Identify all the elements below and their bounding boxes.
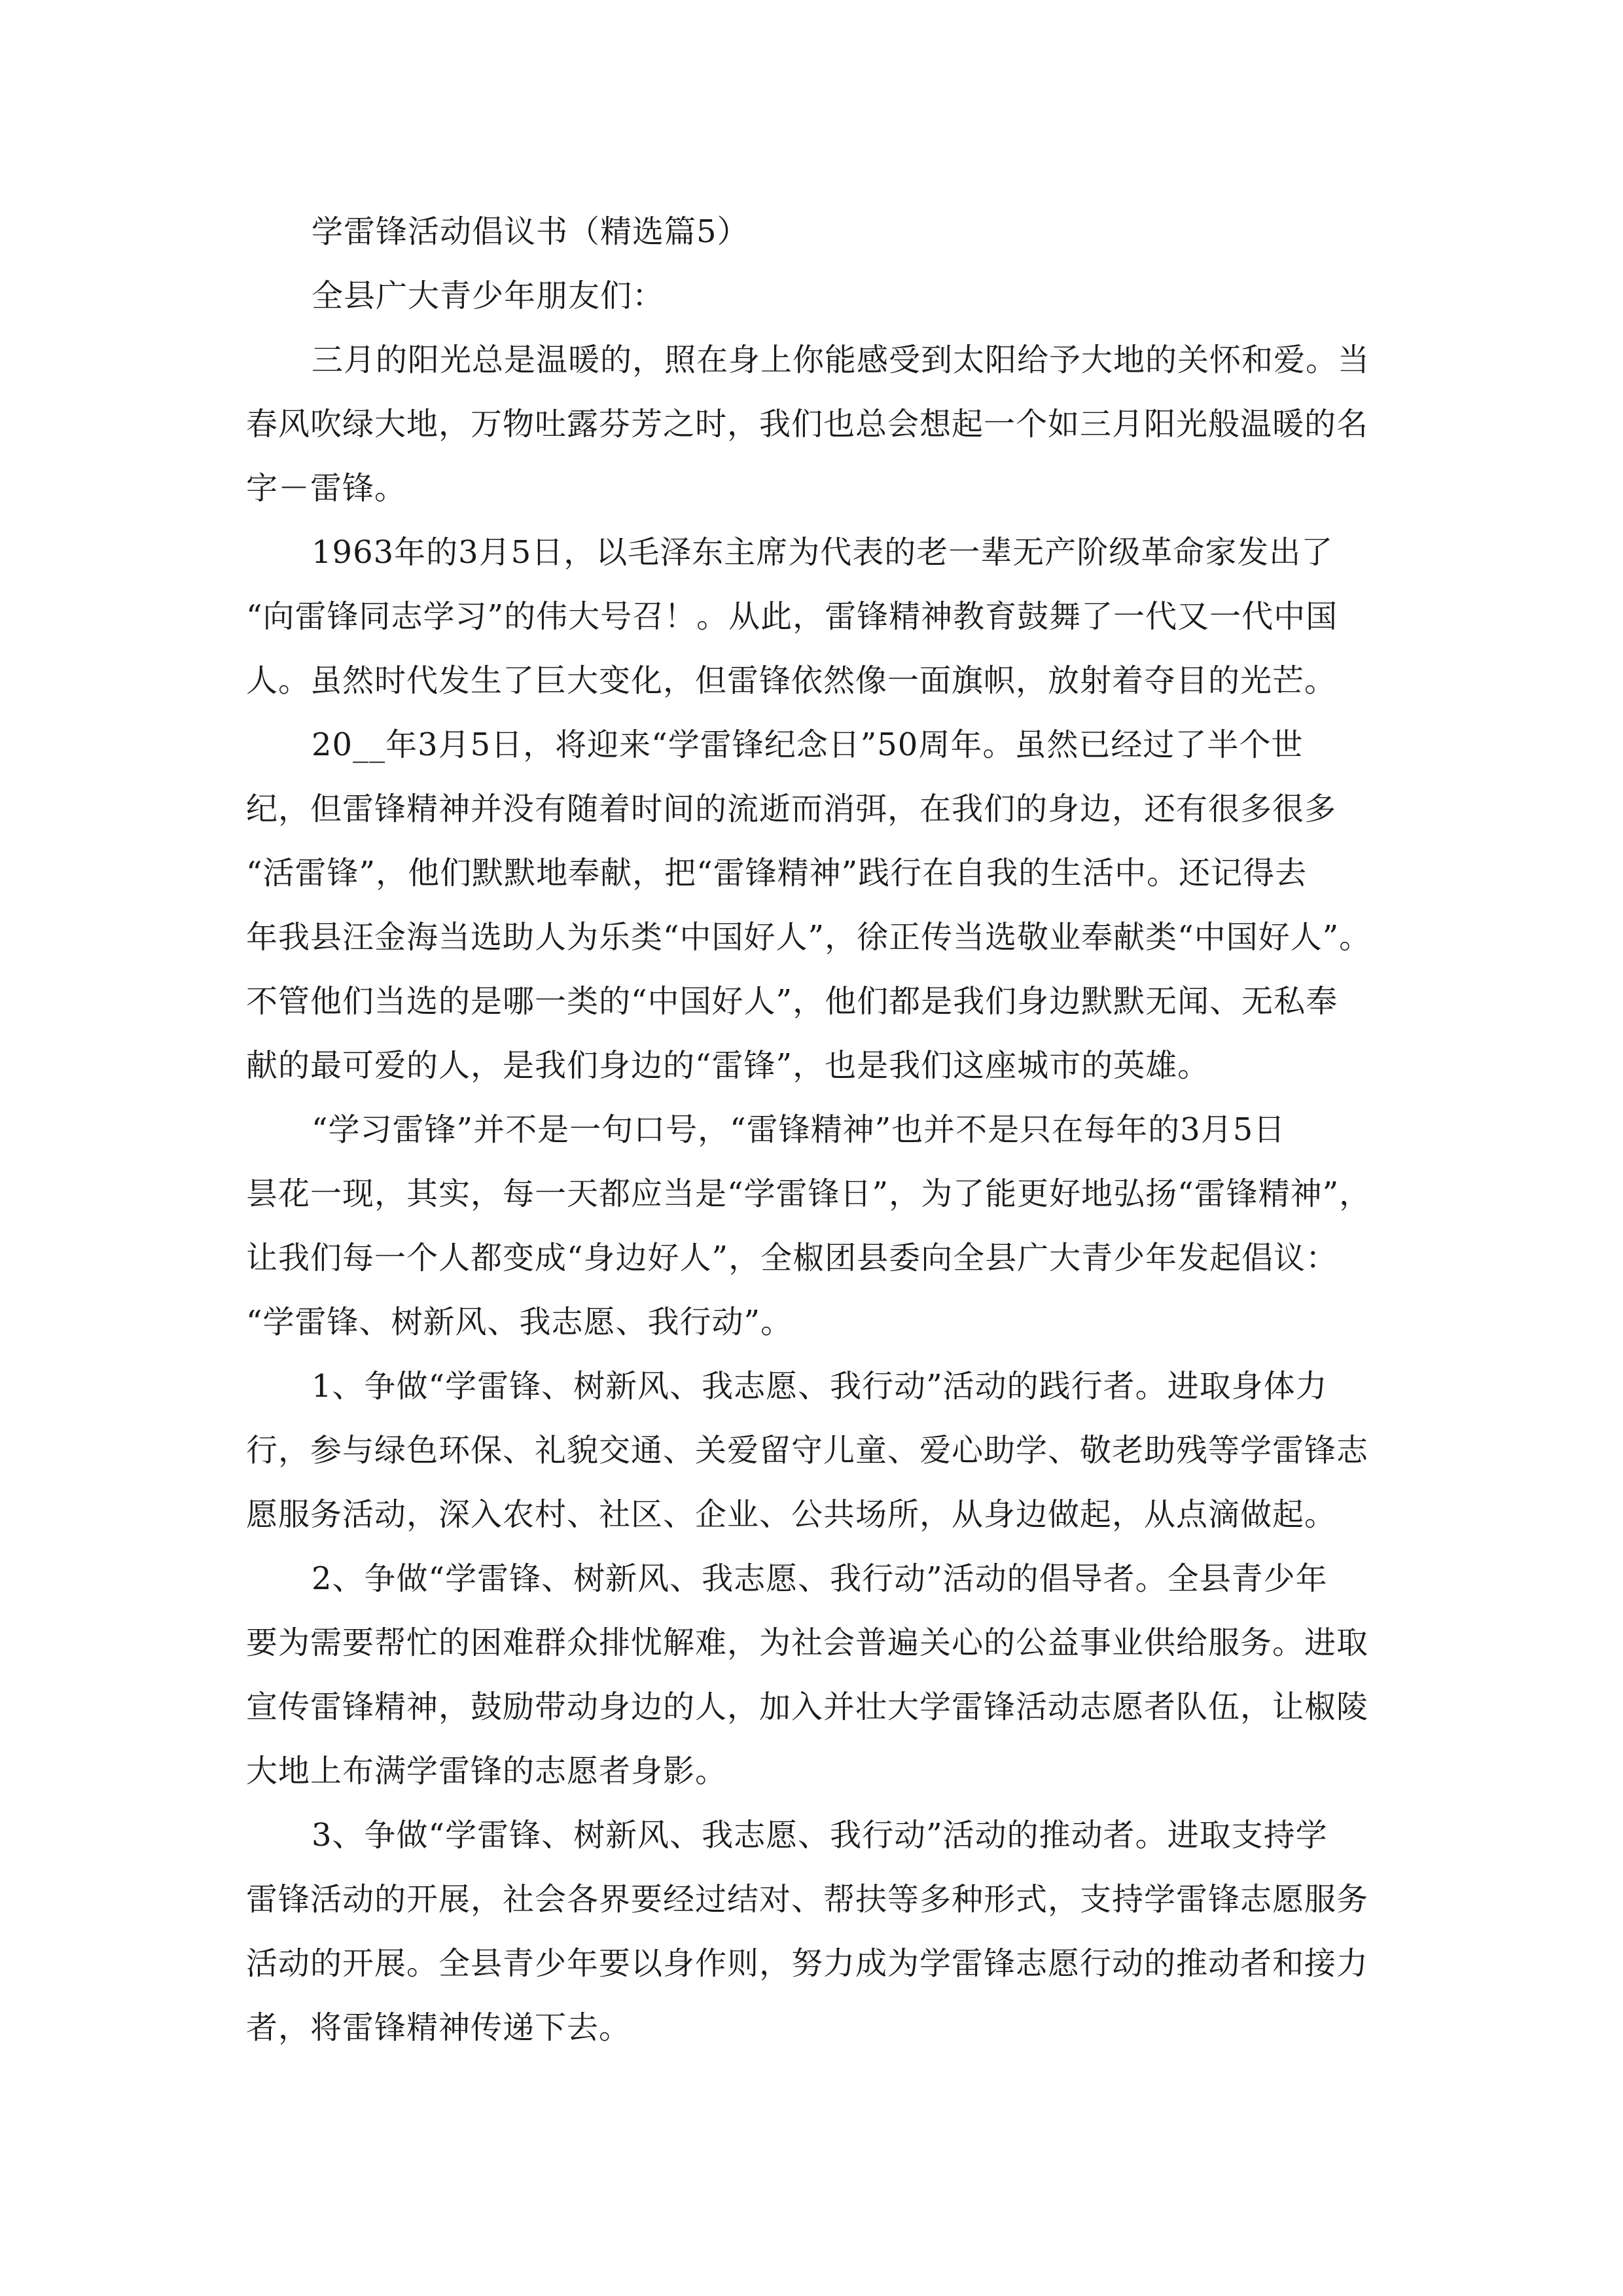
text-line: 愿服务活动，深入农村、社区、企业、公共场所，从身边做起，从点滴做起。 bbox=[246, 1496, 1337, 1533]
text-line: 雷锋活动的开展，社会各界要经过结对、帮扶等多种形式，支持学雷锋志愿服务 bbox=[246, 1881, 1369, 1918]
salutation: 全县广大青少年朋友们： bbox=[312, 278, 665, 314]
text-line: 要为需要帮忙的困难群众排忧解难，为社会普遍关心的公益事业供给服务。进取 bbox=[246, 1624, 1369, 1661]
text-line: 宣传雷锋精神，鼓励带动身边的人，加入并壮大学雷锋活动志愿者队伍，让椒陵 bbox=[246, 1689, 1369, 1725]
text-line: 纪，但雷锋精神并没有随着时间的流逝而消弭，在我们的身边，还有很多很多 bbox=[246, 791, 1337, 827]
text-line: “学习雷锋”并不是一句口号，“雷锋精神”也并不是只在每年的3月5日 bbox=[312, 1111, 1286, 1148]
text-line: “活雷锋”，他们默默地奉献，把“雷锋精神”践行在自我的生活中。还记得去 bbox=[246, 855, 1308, 891]
text-line: 1、争做“学雷锋、树新风、我志愿、我行动”活动的践行者。进取身体力 bbox=[312, 1368, 1328, 1405]
text-line: 3、争做“学雷锋、树新风、我志愿、我行动”活动的推动者。进取支持学 bbox=[312, 1817, 1328, 1854]
text-line: 2、争做“学雷锋、树新风、我志愿、我行动”活动的倡导者。全县青少年 bbox=[312, 1560, 1328, 1597]
document-title: 学雷锋活动倡议书（精选篇5） bbox=[312, 213, 749, 250]
text-line: 字－雷锋。 bbox=[246, 470, 407, 507]
text-line: 20__年3月5日，将迎来“学雷锋纪念日”50周年。虽然已经过了半个世 bbox=[312, 726, 1304, 763]
text-line: 年我县汪金海当选助人为乐类“中国好人”，徐正传当选敬业奉献类“中国好人”。 bbox=[246, 919, 1372, 956]
text-line: 大地上布满学雷锋的志愿者身影。 bbox=[246, 1753, 728, 1789]
text-line: 不管他们当选的是哪一类的“中国好人”，他们都是我们身边默默无闻、无私奉 bbox=[246, 983, 1338, 1020]
text-line: 春风吹绿大地，万物吐露芬芳之时，我们也总会想起一个如三月阳光般温暖的名 bbox=[246, 406, 1369, 442]
text-line: 让我们每一个人都变成“身边好人”，全椒团县委向全县广大青少年发起倡议： bbox=[246, 1240, 1338, 1276]
text-line: 行，参与绿色环保、礼貌交通、关爱留守儿童、爱心助学、敬老助残等学雷锋志 bbox=[246, 1432, 1369, 1469]
text-line: “学雷锋、树新风、我志愿、我行动”。 bbox=[246, 1304, 793, 1340]
text-line: “向雷锋同志学习”的伟大号召！。从此，雷锋精神教育鼓舞了一代又一代中国 bbox=[246, 598, 1338, 635]
text-line: 者，将雷锋精神传递下去。 bbox=[246, 2009, 632, 2046]
text-line: 活动的开展。全县青少年要以身作则，努力成为学雷锋志愿行动的推动者和接力 bbox=[246, 1945, 1369, 1982]
body-text bbox=[246, 328, 1378, 2060]
document-body bbox=[246, 200, 1378, 2060]
text-line: 献的最可爱的人，是我们身边的“雷锋”，也是我们这座城市的英雄。 bbox=[246, 1047, 1210, 1084]
text-line: 人。虽然时代发生了巨大变化，但雷锋依然像一面旗帜，放射着夺目的光芒。 bbox=[246, 662, 1337, 699]
text-line: 三月的阳光总是温暖的，照在身上你能感受到太阳给予大地的关怀和爱。当 bbox=[312, 342, 1370, 378]
text-line: 昙花一现，其实，每一天都应当是“学雷锋日”，为了能更好地弘扬“雷锋精神”， bbox=[246, 1175, 1372, 1212]
text-line: 1963年的3月5日，以毛泽东主席为代表的老一辈无产阶级革命家发出了 bbox=[312, 534, 1334, 571]
